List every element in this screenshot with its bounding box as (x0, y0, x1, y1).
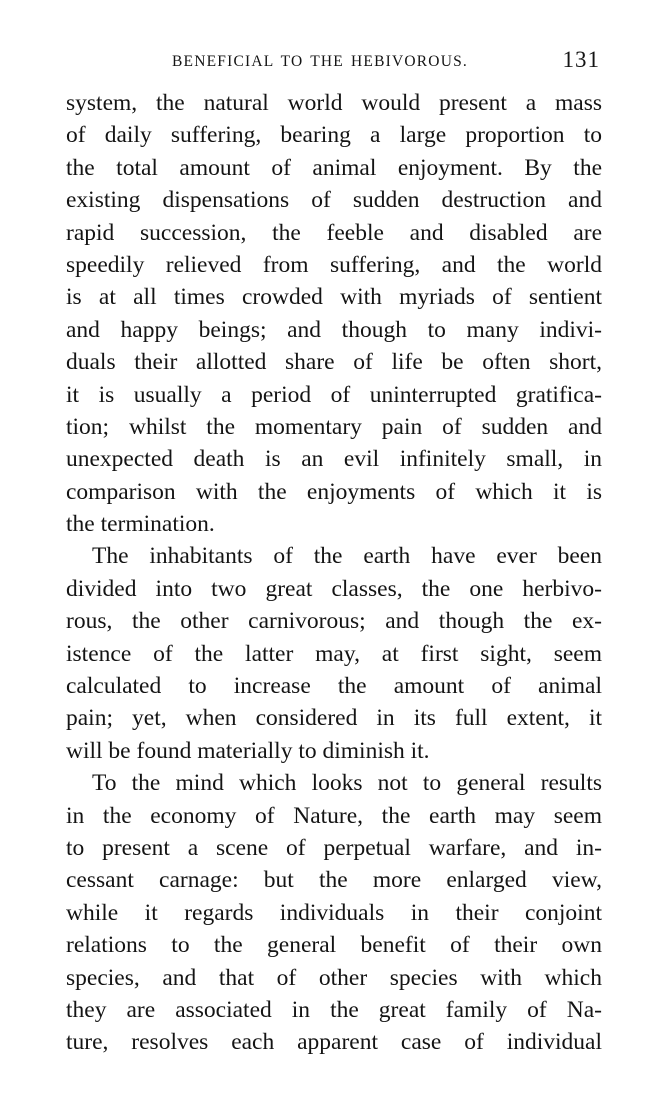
paragraph-2 (66, 540, 602, 767)
text-line: calculated to increase the amount of animal (66, 673, 602, 700)
text-line: cessant carnage: but the more enlarged view, (66, 867, 602, 894)
text-line: will be found materially to diminish it. (66, 737, 430, 764)
text-line: comparison with the enjoyments of which it is (66, 478, 602, 505)
running-head-title: BENEFICIAL TO THE HEBIVOROUS. (172, 53, 468, 70)
text-line: it is usually a period of uninterrupted gratifica- (66, 381, 602, 408)
text-line: the total amount of animal enjoyment. By the (66, 154, 602, 181)
text-line: in the economy of Nature, the earth may seem (66, 802, 602, 829)
body-text (66, 87, 602, 1059)
text-line: speedily relieved from suffering, and the world (66, 251, 602, 278)
text-line: of daily suffering, bearing a large proportion to (66, 122, 602, 149)
text-line: divided into two great classes, the one herbivo- (66, 575, 602, 602)
paragraph-1 (66, 87, 602, 540)
page-number: 131 (562, 47, 600, 72)
running-header (172, 47, 604, 77)
text-line: they are associated in the great family of Na- (66, 996, 602, 1023)
text-line: relations to the general benefit of their own (66, 932, 602, 959)
text-line: is at all times crowded with myriads of sentient (66, 284, 602, 311)
paragraph-3 (66, 767, 602, 1059)
text-line: to present a scene of perpetual warfare, and in- (66, 834, 602, 861)
text-line: the termination. (66, 511, 215, 538)
text-line: ture, resolves each apparent case of individual (66, 1029, 602, 1056)
text-line: pain; yet, when considered in its full extent, it (66, 705, 602, 732)
text-line: unexpected death is an evil infinitely small, in (66, 446, 602, 473)
text-line: rapid succession, the feeble and disabled are (66, 219, 602, 246)
text-line: To the mind which looks not to general results (92, 770, 602, 797)
text-line: system, the natural world would present a mass (66, 90, 602, 116)
text-line: duals their allotted share of life be often short, (66, 349, 602, 376)
text-line: tion; whilst the momentary pain of sudden and (66, 413, 602, 440)
text-line: istence of the latter may, at first sight, seem (66, 640, 602, 667)
text-line: species, and that of other species with which (66, 964, 602, 991)
text-line: rous, the other carnivorous; and though the ex- (66, 608, 602, 635)
text-line: and happy beings; and though to many indivi- (66, 316, 602, 343)
text-line: while it regards individuals in their conjoint (66, 899, 602, 926)
text-line: existing dispensations of sudden destruction and (66, 187, 602, 214)
text-line: The inhabitants of the earth have ever been (92, 543, 602, 570)
